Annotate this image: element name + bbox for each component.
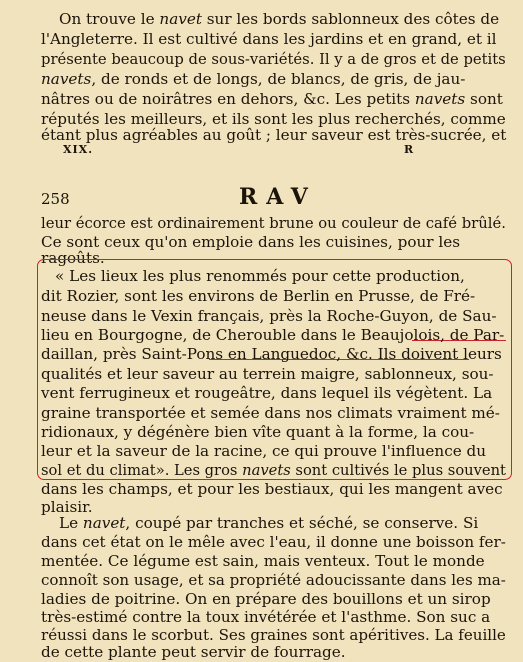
text-line: ragoûts. (41, 249, 105, 267)
text-line: réussi dans le scorbut. Ses graines sont apéritives. La feuille (41, 626, 506, 644)
text-line: lieu en Bourgogne, de Cherouble dans le Beaujolois, de Par- (41, 326, 505, 344)
text-line: Ce sont ceux qu'on emploie dans les cuisines, pour les (41, 233, 461, 251)
text-run: On trouve le (59, 10, 160, 28)
text-line (41, 89, 503, 109)
text-line: de cette plante peut servir de fourrage. (41, 643, 346, 661)
italic-word: navets (414, 90, 466, 108)
text-run: sur les bords sablonneux des côtes de (201, 10, 500, 28)
text-line: qualités et leur saveur au terrein maigre, sablonneux, sou- (41, 365, 494, 383)
text-line: daillan, près Saint-Pons en Languedoc, &c. Ils doivent leurs (41, 345, 502, 363)
text-line (59, 9, 499, 29)
italic-word: navet (159, 10, 202, 28)
running-title: RAV (239, 184, 317, 210)
text-line (59, 513, 478, 533)
italic-word: navets (41, 70, 92, 88)
text-line: mentée. Ce légume est sain, mais venteux. Tout le monde (41, 552, 485, 570)
catchword-mark: R (404, 143, 415, 156)
text-run: sol et du climat». Les gros (41, 461, 243, 479)
text-line: présente beaucoup de sous-variétés. Il y a de gros et de petits (41, 50, 506, 68)
text-line: neuse dans le Vexin français, près la Roche-Guyon, de Sau- (41, 307, 497, 325)
text-line: dans les champs, et pour les bestiaux, qui les mangent avec (41, 480, 503, 498)
page-number: 258 (41, 190, 70, 208)
text-line: leur écorce est ordinairement brune ou couleur de café brûlé. (41, 214, 506, 232)
italic-word: navet (82, 514, 126, 532)
text-run: sont cultivés le plus souvent (290, 461, 506, 479)
text-line: ladies de poitrine. On en prépare des bouillons et un sirop (41, 590, 491, 608)
text-line: connoît son usage, et sa propriété adoucissante dans les ma- (41, 571, 506, 589)
text-run: sont (465, 90, 503, 108)
text-line: vent ferrugineux et rougeâtre, dans lequel ils végètent. La (41, 384, 493, 402)
text-run: nâtres ou de noirâtres en dehors, &c. Les petits (41, 90, 415, 108)
signature-mark: XIX. (63, 143, 94, 156)
text-line: leur et la saveur de la racine, ce qui prouve l'influence du (41, 442, 487, 460)
text-line: dit Rozier, sont les environs de Berlin en Prusse, de Fré- (41, 287, 476, 305)
text-line: « Les lieux les plus renommés pour cette production, (55, 267, 465, 285)
text-run: , de ronds et de longs, de blancs, de gris, de jau- (91, 70, 466, 88)
text-line: l'Angleterre. Il est cultivé dans les jardins et en grand, et il (41, 30, 497, 48)
text-line (41, 460, 506, 480)
text-line: réputés les meilleurs, et ils sont les plus recherchés, comme (41, 110, 506, 128)
text-run: , coupé par tranches et séché, se conserve. Si (125, 514, 479, 532)
text-line: plaisir. (41, 498, 93, 516)
text-line (41, 69, 465, 89)
text-line: très-estimé contre la toux invétérée et l'asthme. Son suc a (41, 608, 491, 626)
text-line: étant plus agréables au goût ; leur saveur est très-sucrée, et (41, 126, 507, 144)
text-line: dans cet état on le mêle avec l'eau, il donne une boisson fer- (41, 533, 506, 551)
italic-word: navets (242, 461, 291, 479)
text-line: graine transportée et semée dans nos climats vraiment mé- (41, 404, 500, 422)
text-run: Le (59, 514, 83, 532)
text-line: ridionaux, y dégénère bien vîte quant à la forme, la cou- (41, 423, 475, 441)
